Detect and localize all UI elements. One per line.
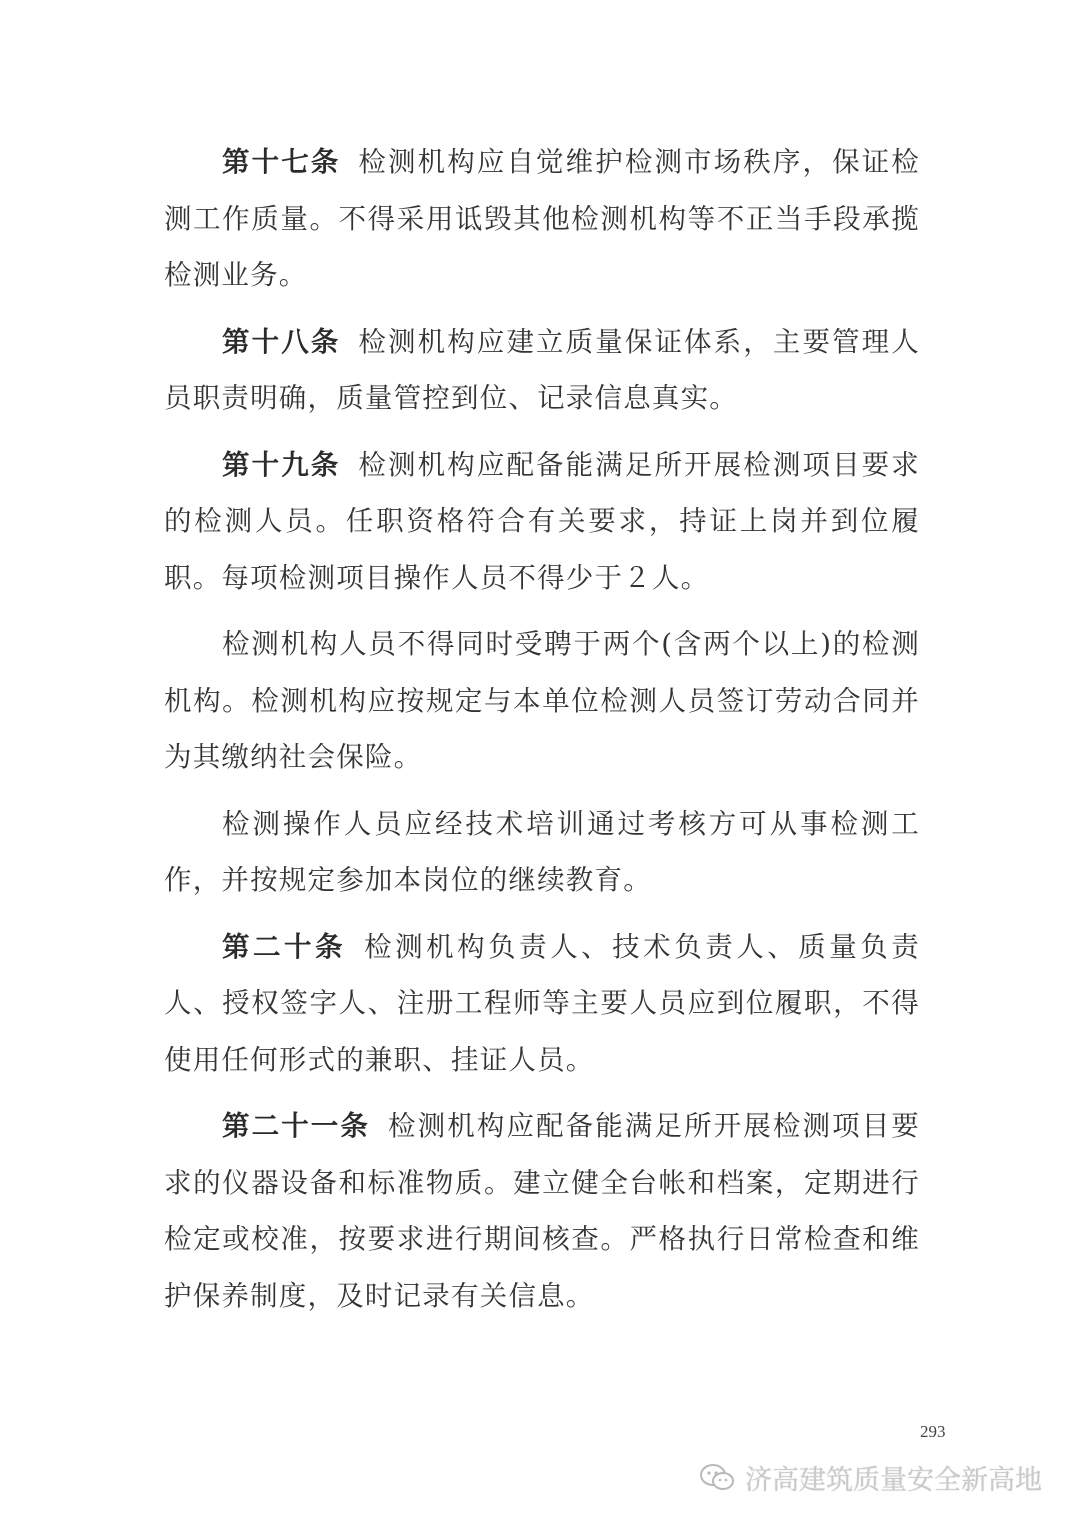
page-number: 293 [920, 1422, 946, 1441]
article-number: 第十九条 [222, 448, 341, 481]
body-text [164, 134, 920, 1334]
paragraph-text: 检测机构应配备能满足所开展检测项目要求的仪器设备和标准物质。建立健全台帐和档案，定期进行检定或校准，按要求进行期间核查。严格执行日常检查和维护保养制度，及时记录有关信息。 [164, 1110, 920, 1312]
paragraph-text: 检测机构应建立质量保证体系，主要管理人员职责明确，质量管控到位、记录信息真实。 [164, 325, 920, 414]
watermark-text: 济高建筑质量安全新高地 [745, 1465, 1042, 1496]
watermark [699, 1458, 1042, 1497]
paragraph-text: 检测机构应配备能满足所开展检测项目要求的检测人员。任职资格符合有关要求，持证上岗并到位履职。每项检测项目操作人员不得少于２人。 [164, 448, 920, 594]
paragraph-article-19 [164, 437, 920, 607]
paragraph-article-21 [164, 1098, 920, 1324]
paragraph-text: 检测机构负责人、技术负责人、质量负责人、授权签字人、注册工程师等主要人员应到位履职，不得使用任何形式的兼职、挂证人员。 [164, 930, 920, 1076]
paragraph-article-19-part-2 [164, 616, 920, 786]
wechat-icon [699, 1463, 735, 1493]
article-number: 第二十条 [222, 930, 347, 963]
article-number: 第十七条 [222, 146, 341, 178]
paragraph-article-18 [164, 314, 920, 427]
paragraph-article-17 [164, 134, 920, 304]
paragraph-article-20 [164, 919, 920, 1089]
article-number: 第二十一条 [222, 1110, 371, 1142]
paragraph-article-19-part-3 [164, 796, 920, 909]
paragraph-text: 检测操作人员应经技术培训通过考核方可从事检测工作，并按规定参加本岗位的继续教育。 [164, 807, 920, 896]
paragraph-text: 检测机构人员不得同时受聘于两个(含两个以上)的检测机构。检测机构应按规定与本单位检测人员签订劳动合同并为其缴纳社会保险。 [164, 628, 920, 773]
paragraph-text: 检测机构应自觉维护检测市场秩序，保证检测工作质量。不得采用诋毁其他检测机构等不正当手段承揽检测业务。 [164, 146, 920, 291]
article-number: 第十八条 [222, 325, 341, 358]
